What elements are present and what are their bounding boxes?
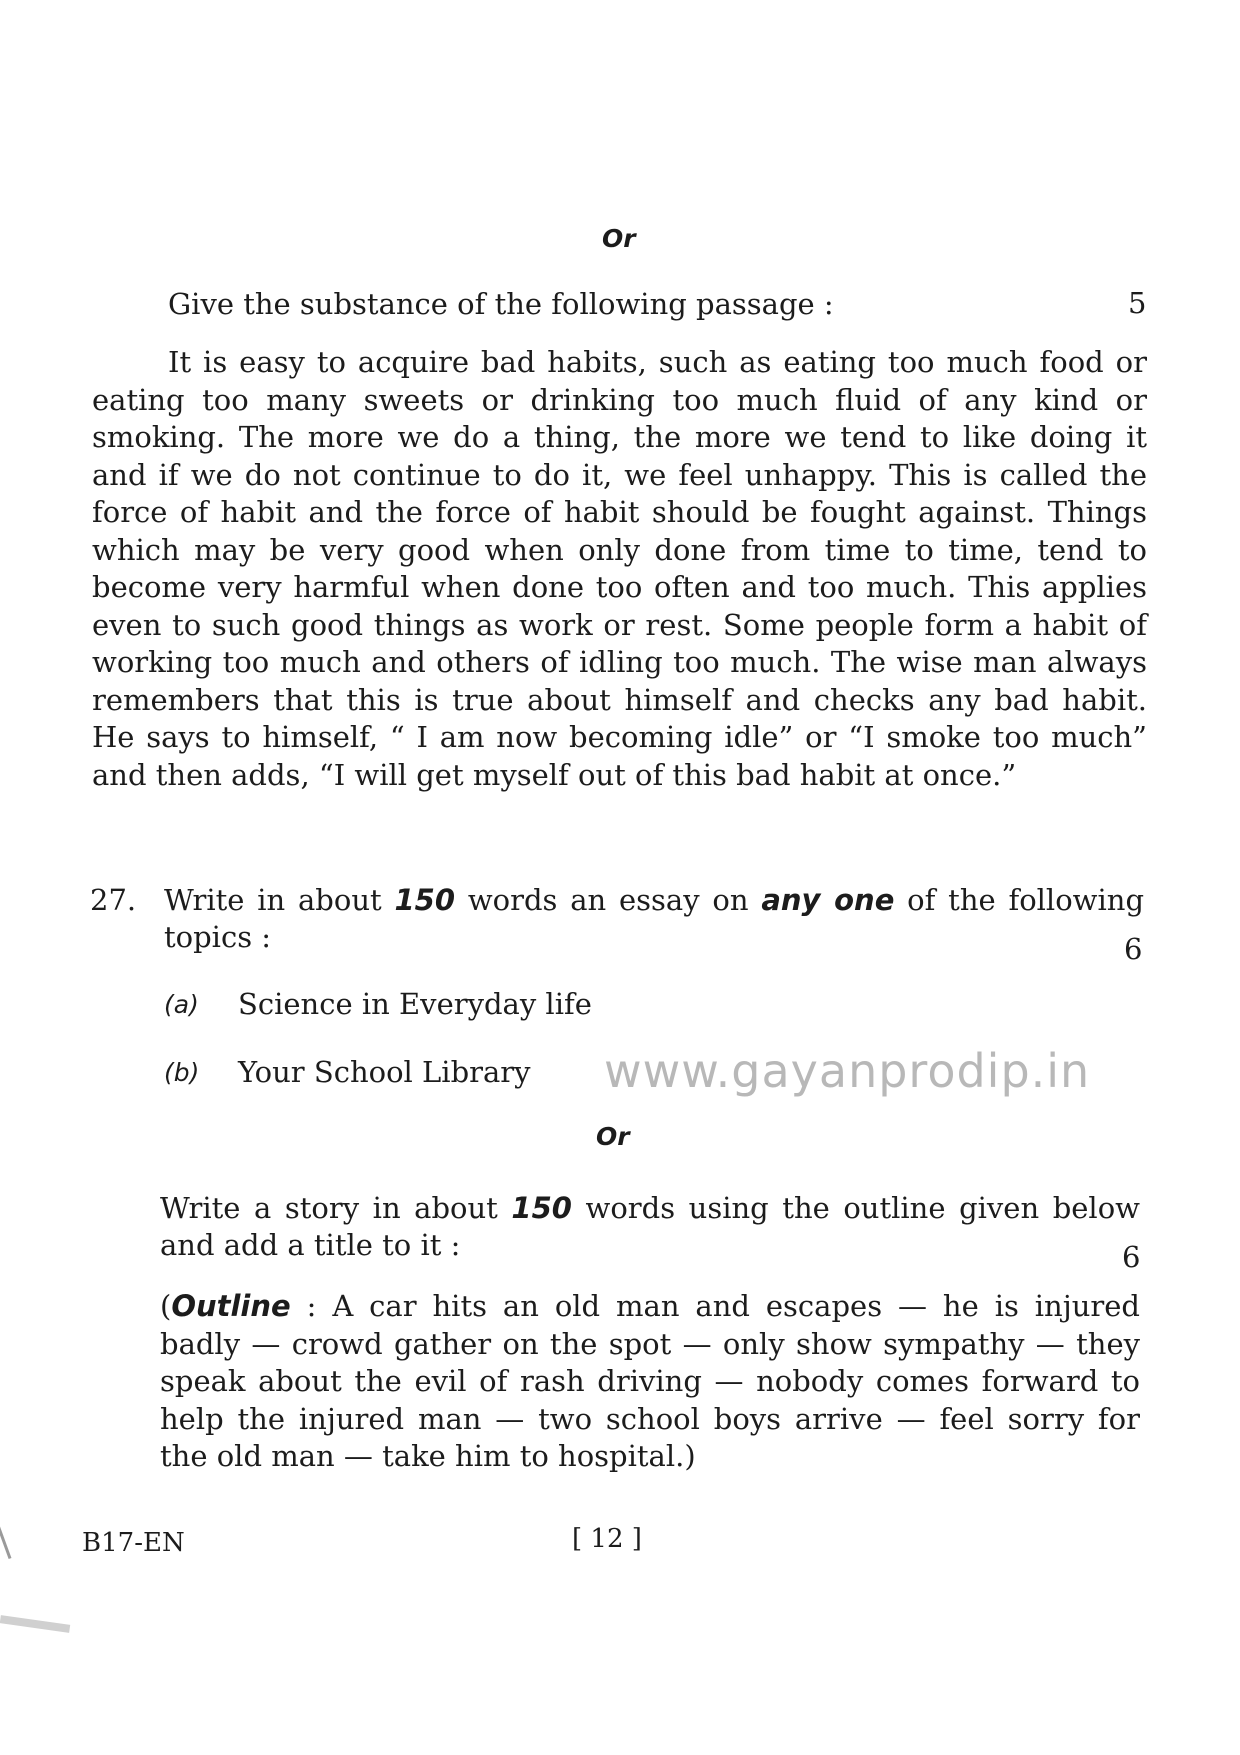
page-number: [ 12 ]: [572, 1524, 642, 1554]
q27-emphasis: any one: [761, 883, 895, 917]
q27-marks: 6: [1124, 932, 1143, 966]
story-prompt: [160, 1190, 1140, 1264]
watermark: www.gayanprodip.in: [604, 1044, 1091, 1098]
option-b-text: Your School Library: [238, 1055, 531, 1089]
option-b-label: (b): [164, 1058, 200, 1087]
q27-text-after: of the following topics :: [164, 883, 1145, 954]
scan-mark: [0, 1511, 11, 1559]
q27-text-mid: words an essay on: [455, 883, 762, 917]
q27-text-before: Write in about: [164, 883, 395, 917]
q27-word-count: 150: [394, 883, 456, 917]
story-marks: 6: [1122, 1240, 1141, 1274]
question-number: 27.: [90, 883, 137, 917]
story-text-after: words using the outline given below and add a title to it :: [160, 1191, 1140, 1262]
story-outline: [160, 1288, 1140, 1476]
story-word-count: 150: [511, 1191, 572, 1225]
story-text-before: Write a story in about: [160, 1191, 512, 1225]
outline-label: Outline: [171, 1289, 291, 1323]
substance-marks: 5: [1128, 286, 1147, 320]
or-separator-2: Or: [596, 1122, 630, 1151]
scan-smudge: [0, 1615, 70, 1633]
outline-text: : A car hits an old man and escapes — he is injured badly — crowd gather on the spot — only show sympathy — they speak about the evil of rash driving — nobody comes forward to help the injured man — two school boys arrive — feel sorry for the old man — take him to hospital.): [160, 1289, 1140, 1473]
outline-open: (: [160, 1289, 172, 1323]
substance-passage: It is easy to acquire bad habits, such as eating too much food or eating too many sweets or drinking too much fluid of any kind or smoking. The more we do a thing, the more we tend to like doing it and if we do not continue to do it, we feel unhappy. This is called the force of habit and the force of habit should be fought against. Things which may be very good when only done from time to time, tend to become very harmful when done too often and too much. This applies even to such good things as work or rest. Some people form a habit of working too much and others of idling too much. The wise man always remembers that this is true about himself and checks any bad habit. He says to himself, “ I am now becoming idle” or “I smoke too much” and then adds, “I will get myself out of this bad habit at once.”: [92, 345, 1147, 792]
or-separator: Or: [602, 224, 636, 253]
paper-code: B17-EN: [82, 1528, 185, 1558]
substance-prompt: Give the substance of the following passage :: [168, 287, 834, 321]
option-a-text: Science in Everyday life: [238, 987, 592, 1021]
question-27-text: [164, 882, 1144, 956]
option-a-label: (a): [164, 990, 199, 1019]
